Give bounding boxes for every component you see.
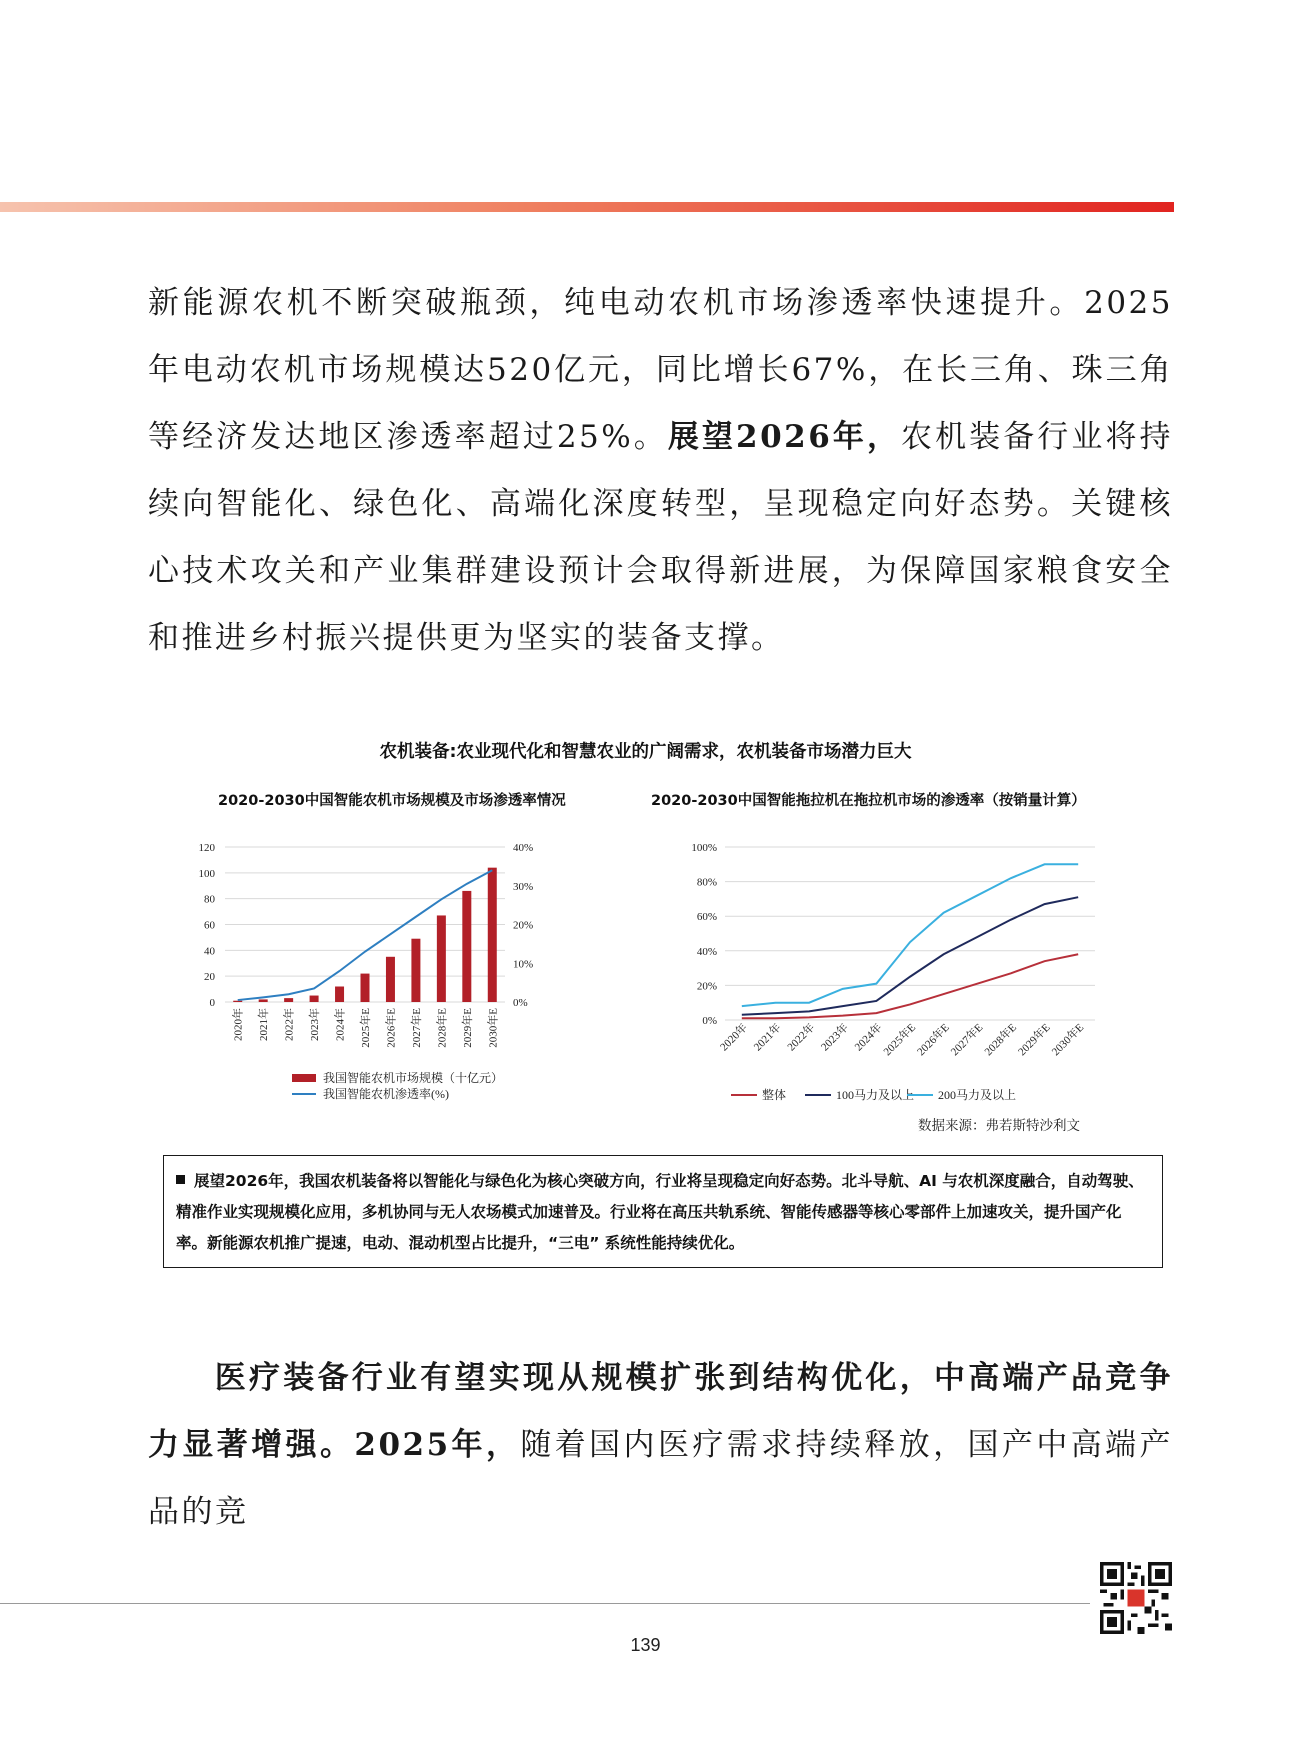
footer-divider	[0, 1603, 1090, 1604]
y2-tick-label: 20%	[513, 919, 534, 932]
x-tick-label: 2025年E	[360, 1008, 372, 1048]
x-tick-label: 2028年E	[436, 1008, 449, 1048]
summary-box	[163, 1155, 1163, 1268]
series-line	[742, 864, 1078, 1006]
y-tick-label: 20%	[696, 980, 717, 993]
bar	[488, 868, 497, 1002]
x-tick-label: 2020年	[718, 1021, 750, 1054]
qr-code-icon	[1100, 1562, 1172, 1634]
y-tick-label: 100%	[691, 842, 717, 854]
x-tick-label: 2024年	[852, 1021, 885, 1054]
bar	[361, 974, 370, 1002]
y-tick-label: 60	[204, 919, 215, 932]
y-tick-label: 40	[204, 945, 215, 958]
x-tick-label: 2029年E	[461, 1008, 474, 1048]
x-tick-label: 2025年E	[881, 1021, 919, 1059]
data-source-note: 数据来源：弗若斯特沙利文	[918, 1118, 1080, 1134]
x-tick-label: 2023年	[309, 1008, 322, 1041]
y-tick-label: 40%	[696, 945, 717, 958]
right-chart-title: 2020-2030中国智能拖拉机在拖拉机市场的渗透率（按销量计算）	[651, 793, 1086, 809]
y-tick-label: 80	[204, 893, 215, 906]
header-accent-bar	[0, 202, 1174, 212]
bullet-square-icon	[176, 1175, 185, 1184]
legend-swatch-bar	[292, 1074, 316, 1082]
y-tick-label: 20	[204, 971, 215, 984]
x-tick-label: 2021年	[258, 1008, 271, 1041]
bar	[386, 957, 395, 1002]
x-tick-label: 2030年E	[1049, 1021, 1087, 1059]
x-tick-label: 2022年	[283, 1008, 296, 1041]
x-tick-label: 2028年E	[982, 1021, 1020, 1059]
bar	[233, 1001, 242, 1002]
x-tick-label: 2026年E	[915, 1021, 952, 1059]
legend-label: 100马力及以上	[836, 1088, 915, 1102]
bar	[310, 996, 319, 1002]
legend-label: 整体	[762, 1088, 787, 1102]
bar	[411, 939, 420, 1002]
summary-text: 展望2026年，我国农机装备将以智能化与绿色化为核心突破方向，行业将呈现稳定向好态势。北斗导航、AI 与农机深度融合，自动驾驶、精准作业实现规模化应用，多机协同与无人农场模式加速普及。行业将在高压共轨系统、智能传感器等核心零部件上加速攻关，提升国产化率。新能源农机推广提速，电动、混动机型占比提升，“三电” 系统性能持续优化。	[176, 1172, 1144, 1252]
y-tick-label: 100	[198, 867, 215, 880]
body-paragraph-2	[148, 1345, 1173, 1546]
x-tick-label: 2027年E	[410, 1008, 423, 1048]
x-tick-label: 2026年E	[385, 1008, 398, 1048]
legend-label: 我国智能农机市场规模（十亿元）	[323, 1071, 504, 1085]
legend-label: 200马力及以上	[938, 1088, 1017, 1102]
y2-tick-label: 30%	[513, 880, 534, 893]
bar	[335, 987, 344, 1003]
para2-text: 随着国内医疗需求持续释放，国产中高端产品的竞	[148, 1427, 1174, 1530]
para1-text-a: 新能源农机不断突破瓶颈，纯电动农机市场渗透率快速提升。2025年电动农机市场规模达520亿元，同比增长67%，在长三角、珠三角等经济发达地区渗透率超过25%。	[148, 285, 1173, 455]
para2-bold-lead: 医疗装备行业有望实现从规模扩张到结构优化，中高端产品竞争力显著增强。2025年，	[148, 1360, 1173, 1463]
y-tick-label: 0	[209, 997, 215, 1009]
y-tick-label: 0%	[702, 1015, 717, 1027]
bar	[462, 891, 471, 1002]
x-tick-label: 2024年	[334, 1008, 347, 1041]
figure-title: 农机装备:农业现代化和智慧农业的广阔需求，农机装备市场潜力巨大	[379, 742, 912, 762]
x-tick-label: 2027年E	[948, 1021, 986, 1059]
y2-tick-label: 0%	[513, 997, 528, 1009]
x-tick-label: 2030年E	[487, 1008, 500, 1048]
page-number: 139	[630, 1635, 661, 1655]
y2-tick-label: 10%	[513, 958, 534, 971]
x-tick-label: 2023年	[819, 1021, 851, 1054]
bar	[259, 999, 268, 1002]
y2-tick-label: 40%	[513, 842, 534, 854]
tractor-penetration-chart	[675, 825, 1115, 1115]
legend-label: 我国智能农机渗透率(%)	[323, 1087, 449, 1101]
bar	[284, 998, 293, 1002]
body-paragraph-1	[148, 270, 1173, 672]
market-size-chart	[195, 825, 640, 1115]
x-tick-label: 2021年	[751, 1021, 784, 1054]
x-tick-label: 2022年	[785, 1021, 818, 1054]
para1-bold-lead: 展望2026年，	[667, 419, 902, 455]
left-chart-title: 2020-2030中国智能农机市场规模及市场渗透率情况	[218, 793, 566, 809]
series-line	[742, 897, 1078, 1015]
y-tick-label: 80%	[696, 876, 717, 889]
x-tick-label: 2029年E	[1016, 1021, 1053, 1059]
bar	[437, 915, 446, 1002]
y-tick-label: 120	[198, 842, 215, 854]
x-tick-label: 2020年	[232, 1008, 245, 1041]
para1-text-b: 农机装备行业将持续向智能化、绿色化、高端化深度转型，呈现稳定向好态势。关键核心技术攻关和产业集群建设预计会取得新进展，为保障国家粮食安全和推进乡村振兴提供更为坚实的装备支撑。	[148, 419, 1174, 656]
y-tick-label: 60%	[696, 911, 717, 924]
series-line	[742, 954, 1078, 1018]
